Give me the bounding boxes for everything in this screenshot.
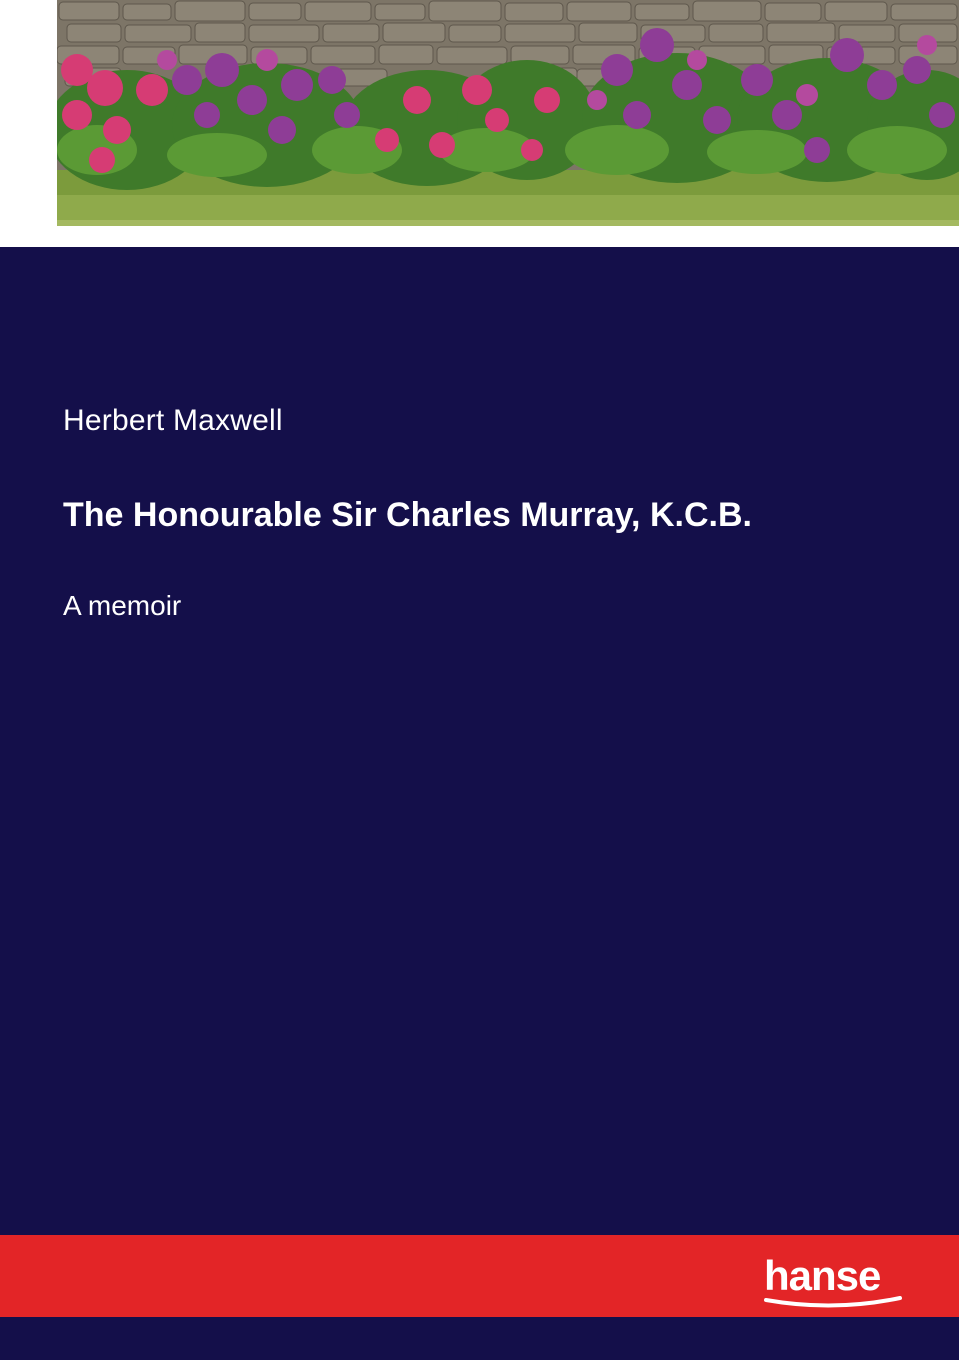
publisher-logo: hanse xyxy=(764,1252,881,1299)
book-subtitle: A memoir xyxy=(63,590,182,621)
logo-swoosh-icon xyxy=(764,1296,904,1310)
author-name: Herbert Maxwell xyxy=(63,404,283,437)
book-title: The Honourable Sir Charles Murray, K.C.B. xyxy=(63,496,752,534)
cover-photo xyxy=(57,0,959,226)
